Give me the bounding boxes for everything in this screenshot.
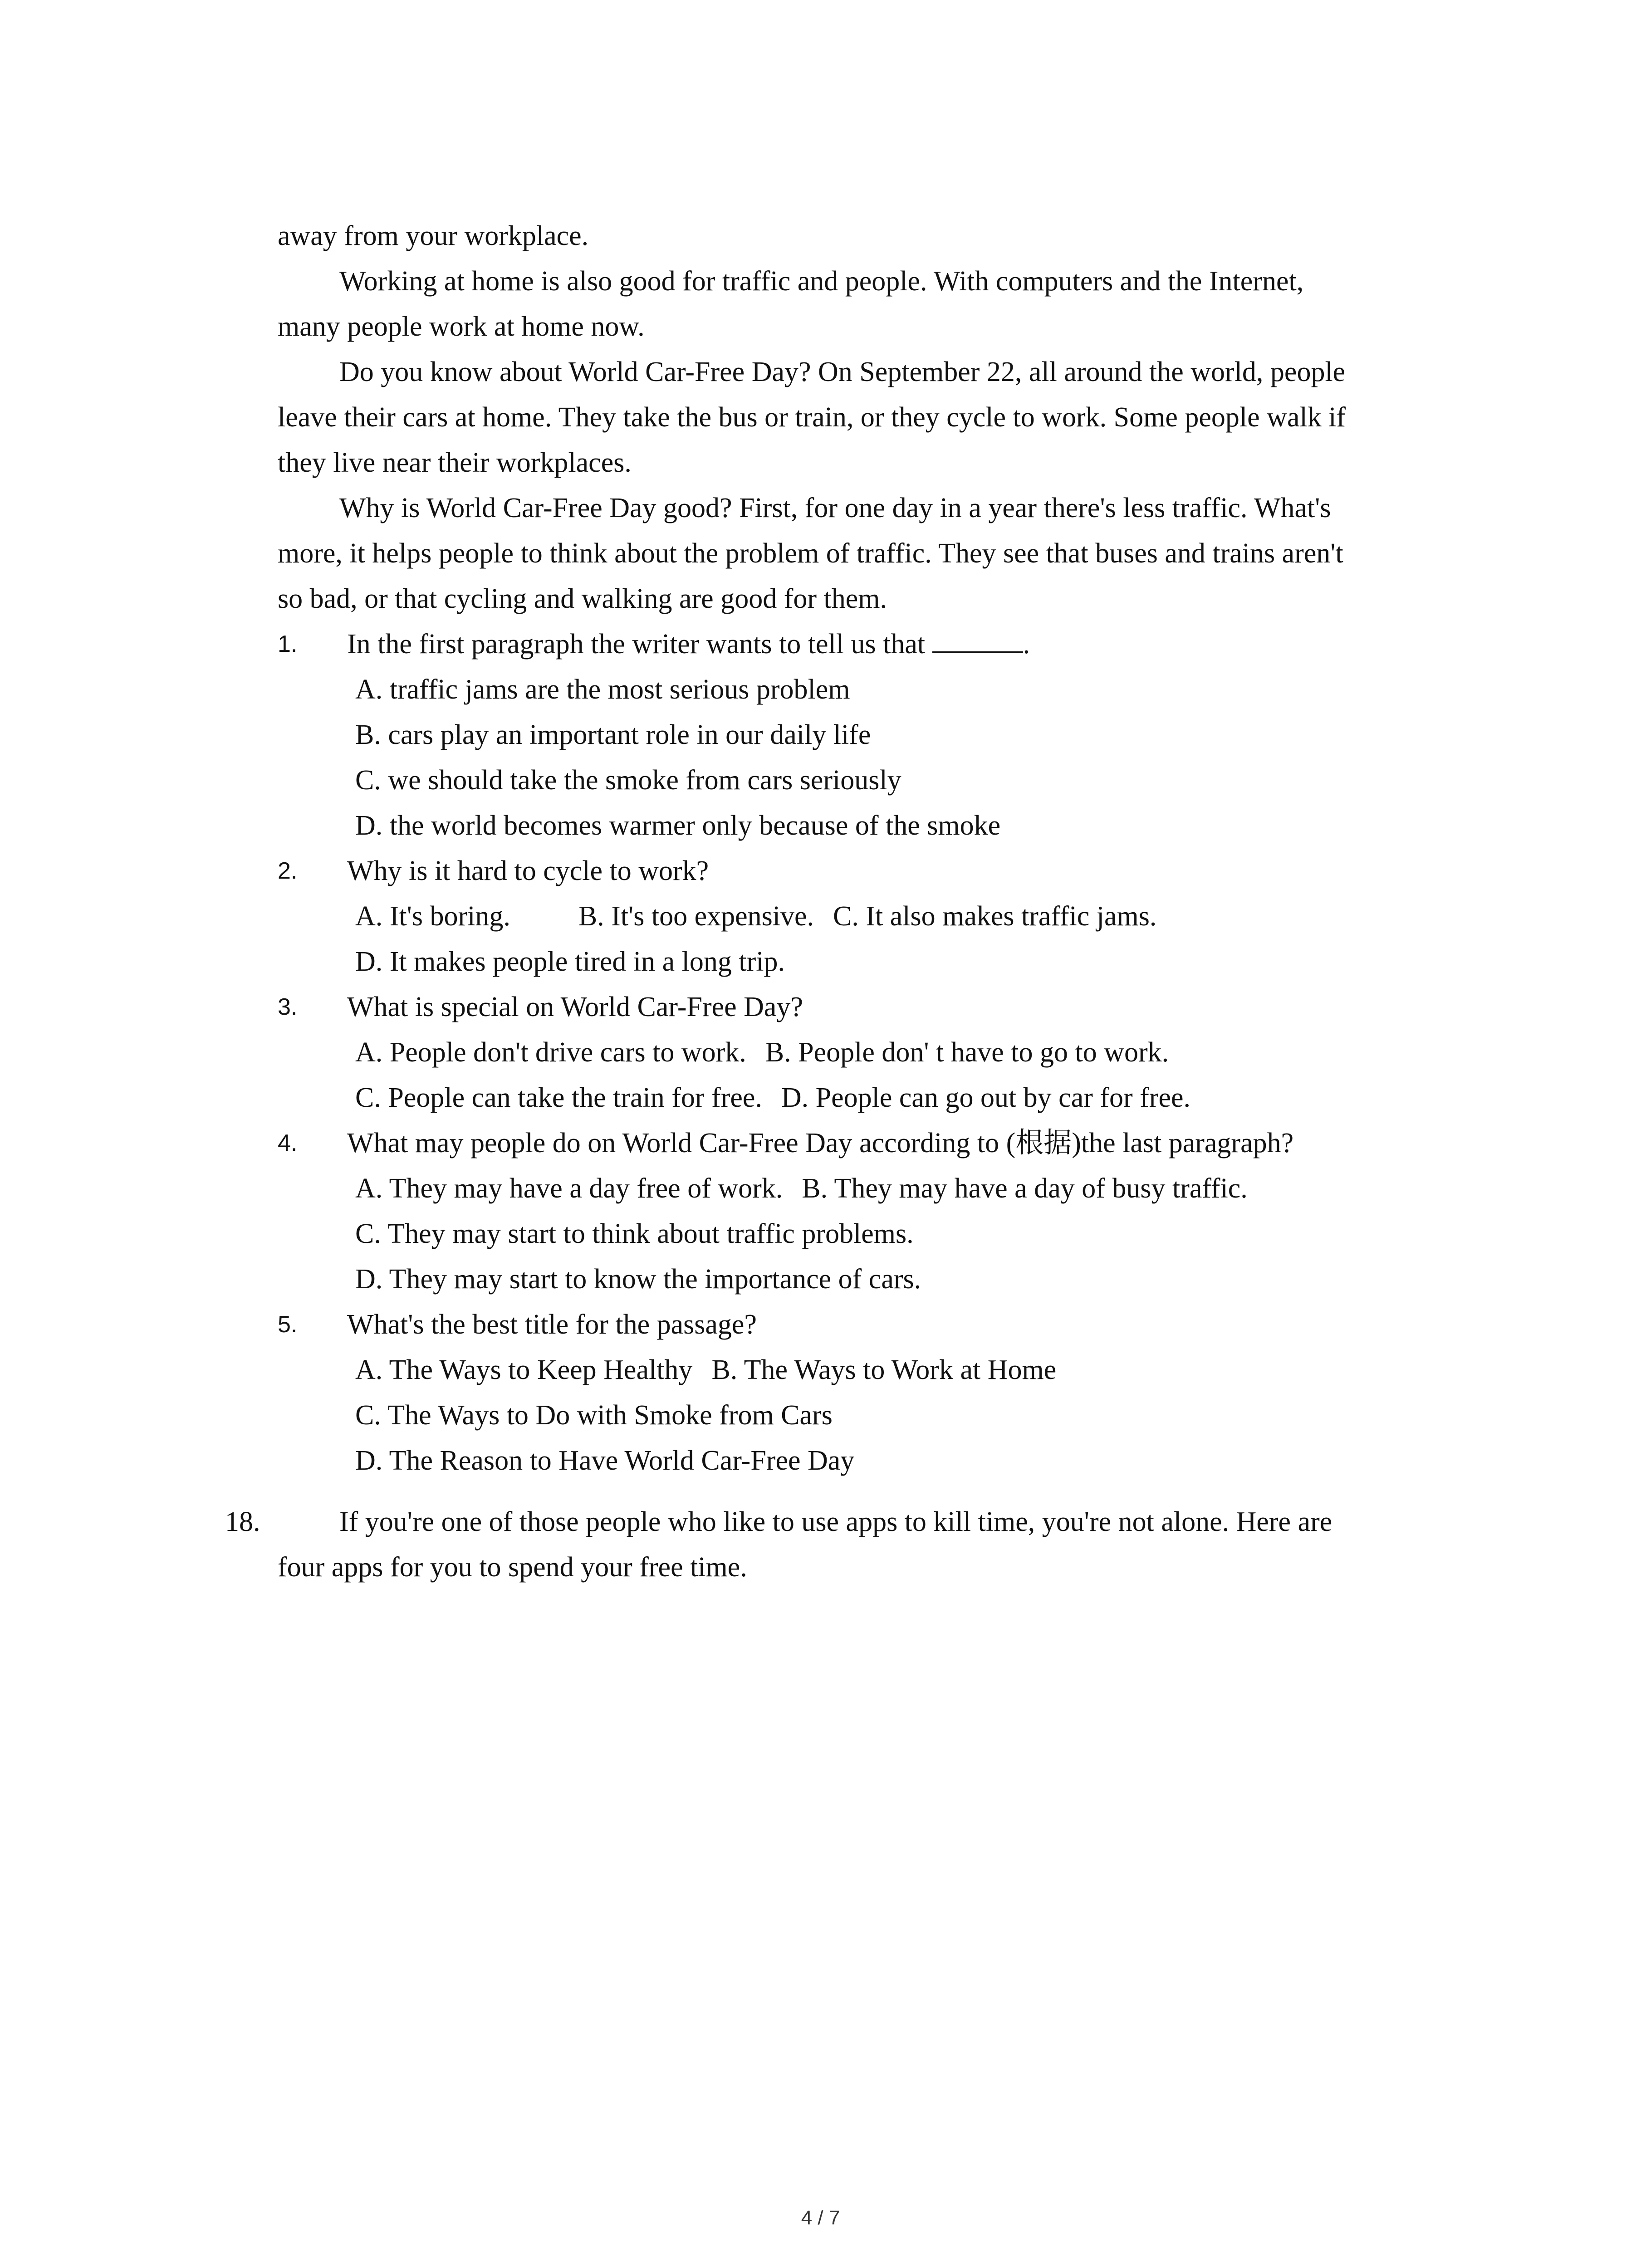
question-number: 4. [278, 1130, 298, 1156]
answer-blank [932, 628, 1023, 653]
option: B. It's too expensive. [578, 901, 814, 932]
option-row [355, 1352, 1056, 1388]
option: C. we should take the smoke from cars seriously [355, 765, 901, 796]
question-number: 1. [278, 631, 298, 657]
question-stem-text: In the first paragraph the writer wants to tell us that [347, 629, 926, 660]
question-stem: What's the best title for the passage? [347, 1309, 757, 1340]
question-stem: What may people do on World Car-Free Day according to (根据)the last paragraph? [347, 1128, 1294, 1158]
option: C. It also makes traffic jams. [833, 901, 1157, 932]
option: A. traffic jams are the most serious problem [355, 674, 850, 705]
option: C. The Ways to Do with Smoke from Cars [355, 1400, 833, 1431]
option: D. It makes people tired in a long trip. [355, 946, 785, 977]
passage-line: Working at home is also good for traffic and people. With computers and the Internet, [339, 266, 1304, 297]
option: D. the world becomes warmer only because of the smoke [355, 810, 1001, 841]
option: D. The Reason to Have World Car-Free Day [355, 1445, 855, 1476]
page-number: 4 / 7 [801, 2207, 840, 2229]
section-number: 18. [225, 1506, 260, 1537]
option-row [355, 1080, 1190, 1116]
question-number: 2. [278, 858, 298, 884]
passage-line: away from your workplace. [278, 220, 589, 251]
option: C. They may start to think about traffic problems. [355, 1218, 914, 1249]
passage-line: Do you know about World Car-Free Day? On September 22, all around the world, people [339, 357, 1346, 387]
passage-line: many people work at home now. [278, 311, 645, 342]
question-stem: What is special on World Car-Free Day? [347, 992, 803, 1022]
option: B. The Ways to Work at Home [711, 1354, 1057, 1385]
option: A. It's boring. [355, 901, 510, 932]
question-stem: Why is it hard to cycle to work? [347, 855, 709, 886]
option: C. People can take the train for free. [355, 1082, 762, 1113]
option: B. People don' t have to go to work. [765, 1037, 1169, 1068]
option: A. People don't drive cars to work. [355, 1037, 746, 1068]
option-row [355, 1170, 1248, 1207]
option: B. They may have a day of busy traffic. [802, 1173, 1248, 1204]
option-row [355, 1034, 1169, 1070]
option: A. They may have a day free of work. [355, 1173, 783, 1204]
question-number: 3. [278, 994, 298, 1020]
option: D. People can go out by car for free. [781, 1082, 1190, 1113]
passage-line: Why is World Car-Free Day good? First, for one day in a year there's less traffic. What's [339, 493, 1331, 523]
option: A. The Ways to Keep Healthy [355, 1354, 693, 1385]
option: B. cars play an important role in our daily life [355, 719, 871, 750]
section-line: four apps for you to spend your free time. [278, 1552, 747, 1583]
question-number: 5. [278, 1311, 298, 1338]
passage-line: they live near their workplaces. [278, 447, 632, 478]
passage-line: more, it helps people to think about the problem of traffic. They see that buses and trains aren't [278, 538, 1343, 569]
question-stem [347, 626, 1030, 662]
section-line: If you're one of those people who like to use apps to kill time, you're not alone. Here are [339, 1506, 1332, 1537]
question-stem-end: . [1023, 629, 1030, 660]
passage-line: so bad, or that cycling and walking are good for them. [278, 583, 887, 614]
option-row [355, 898, 1156, 934]
passage-line: leave their cars at home. They take the bus or train, or they cycle to work. Some people walk if [278, 402, 1346, 433]
option: D. They may start to know the importance of cars. [355, 1264, 921, 1295]
